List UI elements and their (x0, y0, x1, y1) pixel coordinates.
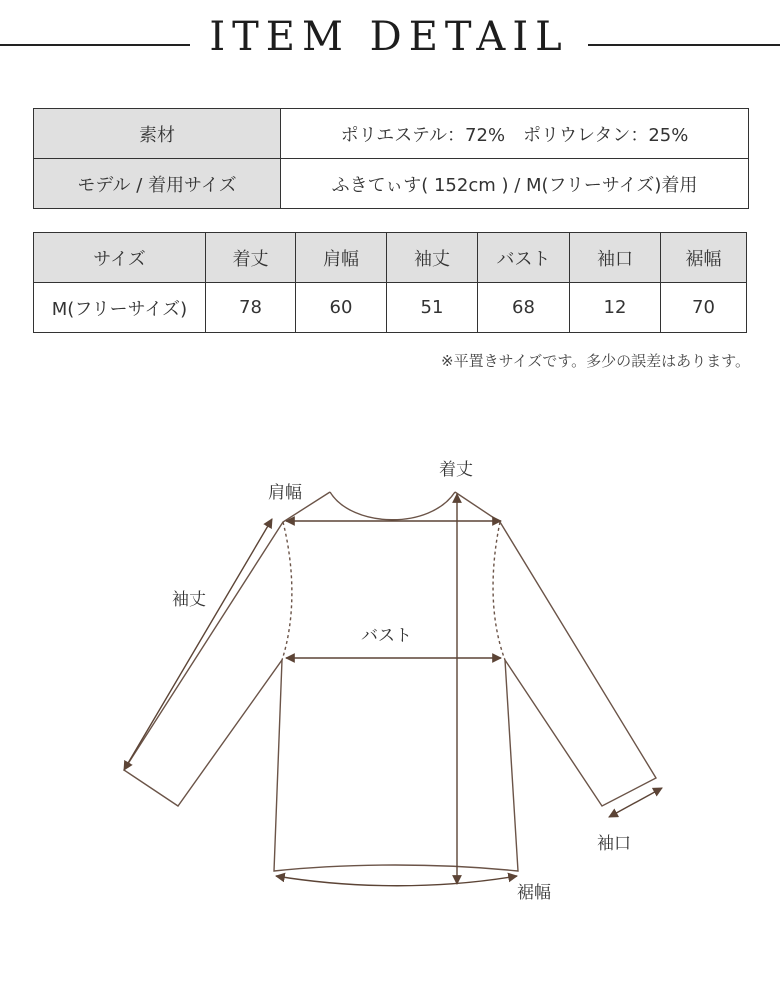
size-header-cell: 着丈 (206, 233, 296, 283)
label-shoulder: 肩幅 (268, 483, 302, 503)
label-bust: バスト (361, 626, 412, 646)
size-header-cell: バスト (478, 233, 570, 283)
size-cell: 12 (570, 283, 661, 333)
measurement-arrows (124, 494, 662, 886)
spec-label: 素材 (34, 109, 281, 159)
size-cell: 78 (206, 283, 296, 333)
size-header-cell: 裾幅 (661, 233, 747, 283)
size-note: ※平置きサイズです。多少の誤差はあります。 (441, 352, 750, 370)
sleeve-arrow (124, 519, 272, 770)
right-armhole-seam (493, 522, 505, 660)
size-cell: 60 (296, 283, 387, 333)
label-length: 着丈 (439, 460, 473, 480)
spec-value: ポリエステル：72% ポリウレタン：25% (281, 109, 749, 159)
neckline (330, 492, 455, 520)
spec-value: ふきてぃす( 152cm ) / M(フリーサイズ)着用 (281, 159, 749, 209)
body-outline (124, 492, 656, 871)
size-cell: 68 (478, 283, 570, 333)
spec-label: モデル / 着用サイズ (34, 159, 281, 209)
label-hem: 裾幅 (517, 883, 551, 903)
size-header-cell: 袖丈 (387, 233, 478, 283)
size-cell: M(フリーサイズ) (34, 283, 206, 333)
size-cell: 51 (387, 283, 478, 333)
hem-arrow (276, 876, 517, 886)
size-header-cell: サイズ (34, 233, 206, 283)
label-sleeve: 袖丈 (172, 590, 206, 610)
page-title: ITEM DETAIL (209, 14, 569, 60)
label-cuff: 袖口 (597, 834, 631, 854)
left-armhole-seam (282, 522, 292, 660)
size-header-cell: 肩幅 (296, 233, 387, 283)
size-header-cell: 袖口 (570, 233, 661, 283)
garment-outline (124, 492, 656, 871)
cuff-arrow (609, 788, 662, 817)
size-cell: 70 (661, 283, 747, 333)
